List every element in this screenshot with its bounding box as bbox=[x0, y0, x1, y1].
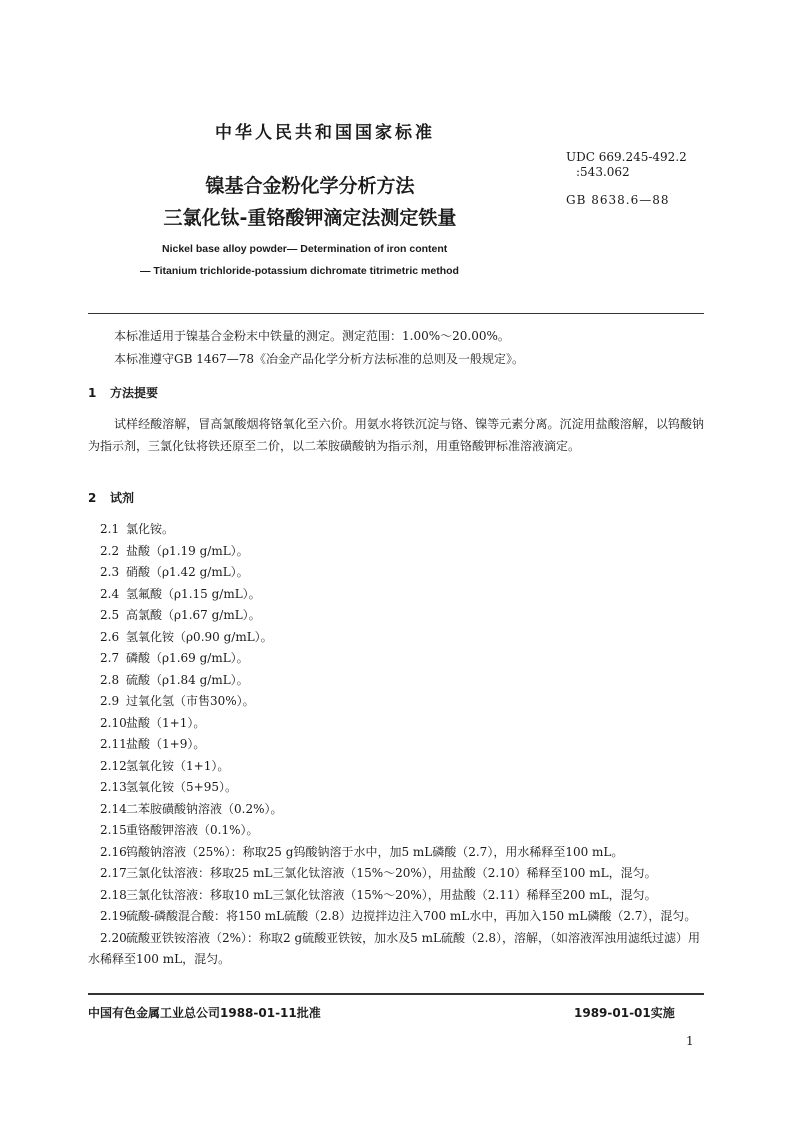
reagent-item bbox=[88, 648, 704, 670]
reagent-item bbox=[88, 842, 704, 864]
reagent-number: 2.4 bbox=[100, 586, 120, 601]
reagent-number: 2.11 bbox=[100, 737, 127, 751]
reagent-item bbox=[88, 734, 704, 756]
reagent-number: 2.14 bbox=[100, 801, 127, 816]
section-2-title: 试剂 bbox=[110, 491, 135, 505]
section-1-title: 方法提要 bbox=[110, 386, 159, 400]
reagent-number: 2.13 bbox=[100, 780, 127, 794]
reagent-item bbox=[88, 584, 704, 606]
reagent-number: 2.7 bbox=[100, 651, 120, 665]
section-2-heading bbox=[88, 489, 134, 506]
reagent-item bbox=[88, 928, 704, 971]
title-line-1: 镍基合金粉化学分析方法 bbox=[205, 175, 415, 197]
reagent-number: 2.2 bbox=[100, 543, 120, 558]
reagent-text: 盐酸（1+1）。 bbox=[126, 715, 206, 730]
reagent-item bbox=[88, 519, 704, 541]
title-line-2: 三氯化钛-重铬酸钾滴定法测定铁量 bbox=[163, 207, 457, 229]
reagent-item bbox=[88, 605, 704, 627]
national-standard-heading: 中华人民共和国国家标准 bbox=[215, 123, 435, 143]
reagent-text: 过氧化氢（市售30%）。 bbox=[126, 694, 255, 708]
reagent-number: 2.16 bbox=[100, 844, 127, 859]
english-title-line-2: — Titanium trichloride-potassium dichromate titrimetric method bbox=[140, 265, 459, 277]
reagent-text: 三氯化钛溶液：移取10 mL三氯化钛溶液（15%～20%），用盐酸（2.11）稀释至200 mL，混匀。 bbox=[126, 887, 657, 902]
reagent-text: 硝酸（ρ1.42 g/mL）。 bbox=[126, 565, 249, 579]
reagent-item bbox=[88, 820, 704, 842]
reagent-text: 氢氧化铵（1+1）。 bbox=[126, 758, 230, 773]
reagent-item bbox=[88, 885, 704, 907]
reagent-number: 2.15 bbox=[100, 823, 127, 837]
effective-date: 1989-01-01实施 bbox=[574, 1006, 675, 1020]
reagent-item bbox=[88, 799, 704, 821]
reagent-item bbox=[88, 756, 704, 778]
reagent-number: 2.6 bbox=[100, 629, 120, 644]
reagent-item bbox=[88, 691, 704, 713]
reagent-item bbox=[88, 627, 704, 649]
reagent-item bbox=[88, 670, 704, 692]
reagent-item bbox=[88, 863, 704, 885]
reagent-number: 2.1 bbox=[100, 522, 120, 536]
reagent-text: 硫酸-磷酸混合酸：将150 mL硫酸（2.8）边搅拌边注入700 mL水中，再加入150 mL磷酸（2.7），混匀。 bbox=[126, 909, 697, 923]
reagent-text: 硫酸（ρ1.84 g/mL）。 bbox=[126, 672, 249, 687]
section-1-number: 1 bbox=[88, 386, 97, 400]
reagent-number: 2.20 bbox=[100, 930, 127, 945]
reagent-number: 2.17 bbox=[100, 866, 127, 880]
header-divider bbox=[88, 313, 704, 314]
section-2-number: 2 bbox=[88, 491, 97, 505]
udc-line-2: :543.062 bbox=[576, 165, 630, 179]
reagent-text: 钨酸钠溶液（25%）：称取25 g钨酸钠溶于水中，加5 mL磷酸（2.7），用水稀释至100 mL。 bbox=[126, 844, 624, 859]
reagent-item bbox=[88, 713, 704, 735]
reagent-item bbox=[88, 777, 704, 799]
reagent-item bbox=[88, 562, 704, 584]
udc-line-1: UDC 669.245-492.2 bbox=[566, 150, 687, 164]
reagent-text: 盐酸（ρ1.19 g/mL）。 bbox=[126, 543, 249, 558]
reagent-text: 氯化铵。 bbox=[126, 522, 175, 536]
reagent-number: 2.9 bbox=[100, 694, 120, 708]
reagent-number: 2.5 bbox=[100, 608, 120, 622]
reagent-text: 二苯胺磺酸钠溶液（0.2%）。 bbox=[126, 801, 283, 816]
reagent-text: 高氯酸（ρ1.67 g/mL）。 bbox=[126, 608, 261, 622]
english-title-line-1: Nickel base alloy powder— Determination of iron content bbox=[162, 243, 448, 255]
udc-code bbox=[566, 150, 687, 180]
reagent-text: 三氯化钛溶液：移取25 mL三氯化钛溶液（15%～20%），用盐酸（2.10）稀释至100 mL，混匀。 bbox=[126, 866, 657, 880]
gb-code: GB 8638.6—88 bbox=[566, 193, 670, 207]
reagent-number: 2.10 bbox=[100, 715, 127, 730]
reagent-number: 2.8 bbox=[100, 672, 120, 687]
reagent-text: 磷酸（ρ1.69 g/mL）。 bbox=[126, 651, 249, 665]
reagent-item bbox=[88, 541, 704, 563]
section-1-text: 试样经酸溶解，冒高氯酸烟将铬氧化至六价。用氨水将铁沉淀与铬、镍等元素分离。沉淀用盐酸溶解，以钨酸钠为指示剂，三氯化钛将铁还原至二价，以二苯胺磺酸钠为指示剂，用重铬酸钾标准溶液滴定。 bbox=[88, 417, 704, 453]
reagent-item bbox=[88, 906, 704, 928]
intro-paragraph-2: 本标准遵守GB 1467—78《冶金产品化学分析方法标准的总则及一般规定》。 bbox=[114, 352, 525, 366]
reagent-list bbox=[88, 519, 704, 971]
reagent-number: 2.18 bbox=[100, 887, 127, 902]
reagent-text: 硫酸亚铁铵溶液（2%）：称取2 g硫酸亚铁铵，加水及5 mL硫酸（2.8），溶解，（如溶液浑浊用滤纸过滤）用水稀释至100 mL，混匀。 bbox=[88, 930, 701, 966]
intro-paragraph-1: 本标准适用于镍基合金粉末中铁量的测定。测定范围：1.00%～20.00%。 bbox=[114, 329, 510, 343]
reagent-text: 氢氟酸（ρ1.15 g/mL）。 bbox=[126, 586, 261, 601]
reagent-number: 2.3 bbox=[100, 565, 120, 579]
reagent-number: 2.12 bbox=[100, 758, 127, 773]
reagent-number: 2.19 bbox=[100, 909, 127, 923]
reagent-text: 盐酸（1+9）。 bbox=[126, 737, 206, 751]
page-number: 1 bbox=[686, 1034, 694, 1048]
section-1-heading bbox=[88, 384, 158, 401]
reagent-text: 氢氧化铵（ρ0.90 g/mL）。 bbox=[126, 629, 273, 644]
reagent-text: 氢氧化铵（5+95）。 bbox=[126, 780, 237, 794]
approval-issuer: 中国有色金属工业总公司1988-01-11批准 bbox=[88, 1006, 321, 1020]
reagent-text: 重铬酸钾溶液（0.1%）。 bbox=[126, 823, 259, 837]
footer-divider bbox=[88, 993, 704, 995]
